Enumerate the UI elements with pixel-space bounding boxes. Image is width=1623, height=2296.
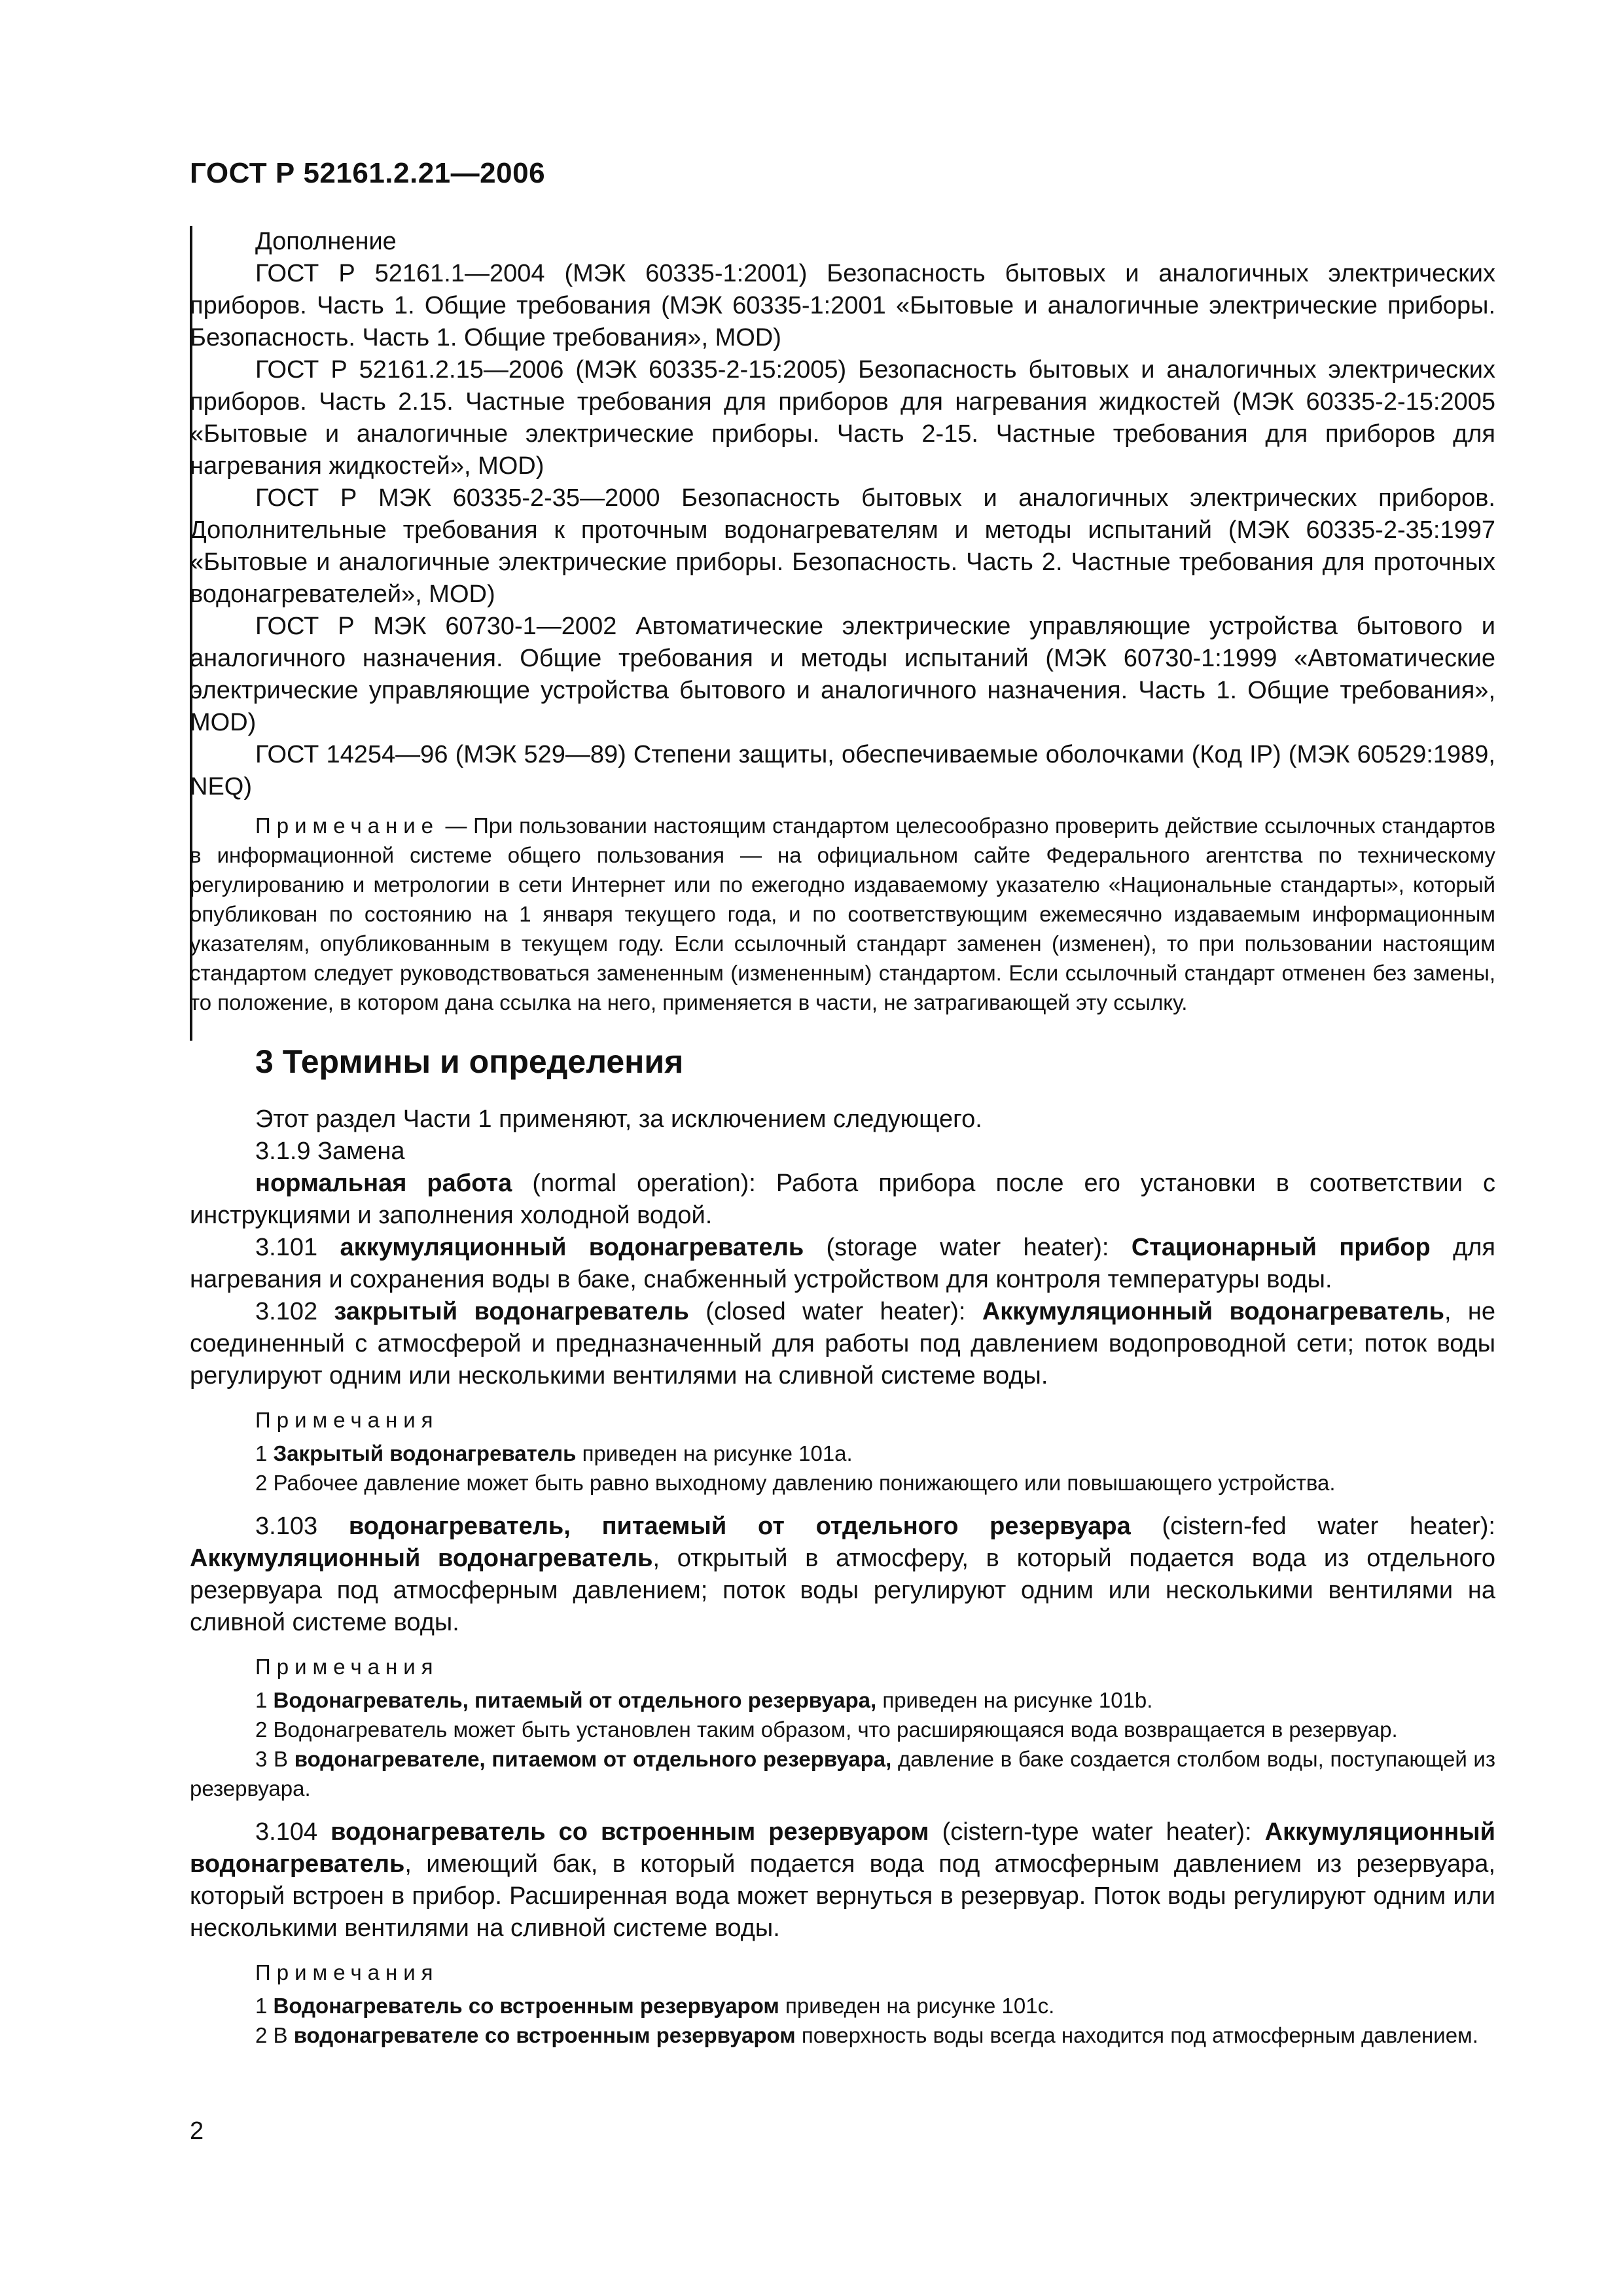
notes-label: Примечания [255, 1655, 439, 1679]
page-number: 2 [190, 2117, 204, 2145]
definition-3-102: 3.102 закрытый водонагреватель (closed water heater): Аккумуляционный водонагреватель, не соединенный с атмосферой и предназначенный для работы под давлением водопроводной сети; поток воды регулируют одним или несколькими вентилями на сливной системе воды. [190, 1298, 1495, 1390]
term: аккумуляционный водонагреватель [340, 1234, 804, 1261]
section-title: 3 Термины и определения [255, 1043, 684, 1080]
section-intro: Этот раздел Части 1 применяют, за исключением следующего. [255, 1105, 982, 1133]
document-body [190, 226, 1495, 2050]
reference-item: ГОСТ Р МЭК 60335-2-35—2000 Безопасность бытовых и аналогичных электрических приборов. Дополнительные требования к проточным водонагревателям и методы испытаний (МЭК 60335-2-35:1997 «Бытовые и аналогичные электрические приборы. Безопасность. Часть 2. Частные требования для проточных водонагревателей», MOD) [190, 484, 1495, 608]
references-note [190, 811, 1495, 1017]
note-text: — При пользовании настоящим стандартом целесообразно проверить действие ссылочных стандартов в информационной системе общего пользования — на официальном сайте Федерального агентства по техническому регулированию и метрологии в сети Интернет или по ежегодно издаваемому указателю «Национальные стандарты», который опубликован по состоянию на 1 января текущего года, и по соответствующим ежемесячно издаваемым информационным указателям, опубликованным в текущем году. Если ссылочный стандарт заменен (изменен), то при пользовании настоящим стандартом следует руководствоваться замененным (измененным) стандартом. Если ссылочный стандарт отменен без замены, то положение, в котором дана ссылка на него, применяется в части, не затрагивающей эту ссылку. [190, 814, 1495, 1014]
note-item: 2 В водонагревателе со встроенным резервуаром поверхность воды всегда находится под атмосферным давлением. [255, 2023, 1478, 2047]
note-item: 2 Рабочее давление может быть равно выходному давлению понижающего или повышающего устройства. [255, 1471, 1336, 1495]
term: закрытый водонагреватель [334, 1298, 689, 1325]
reference-item: ГОСТ Р 52161.2.15—2006 (МЭК 60335-2-15:2005) Безопасность бытовых и аналогичных электрических приборов. Часть 2.15. Частные требования для приборов для нагревания жидкостей (МЭК 60335-2-15:2005 «Бытовые и аналогичные электрические приборы. Часть 2-15. Частные требования для приборов для нагревания жидкостей», MOD) [190, 356, 1495, 480]
note-item: 1 Закрытый водонагреватель приведен на рисунке 101a. [255, 1441, 853, 1465]
term: водонагреватель со встроенным резервуаром [330, 1818, 929, 1846]
term: водонагреватель, питаемый от отдельного резервуара [348, 1513, 1131, 1540]
notes-label: Примечания [255, 1960, 439, 1984]
note-item: 1 Водонагреватель, питаемый от отдельного резервуара, приведен на рисунке 101b. [255, 1688, 1153, 1712]
reference-item: ГОСТ Р 52161.1—2004 (МЭК 60335-1:2001) Безопасность бытовых и аналогичных электрических приборов. Часть 1. Общие требования (МЭК 60335-1:2001 «Бытовые и аналогичные электрические приборы. Безопасность. Часть 1. Общие требования», MOD) [190, 260, 1495, 351]
note-item: 3 В водонагревателе, питаемом от отдельного резервуара, давление в баке создается столбом воды, поступающей из резервуара. [190, 1747, 1495, 1801]
term: нормальная работа [255, 1170, 512, 1197]
note-item: 2 Водонагреватель может быть установлен таким образом, что расширяющаяся вода возвращается в резервуар. [255, 1717, 1398, 1742]
definition-3-101: 3.101 аккумуляционный водонагреватель (storage water heater): Стационарный прибор для нагревания и сохранения воды в баке, снабженный устройством для контроля температуры воды. [190, 1234, 1496, 1293]
supplement-label: Дополнение [255, 228, 397, 255]
note-item: 1 Водонагреватель со встроенным резервуаром приведен на рисунке 101c. [255, 1994, 1055, 2018]
subclause-heading: 3.1.9 Замена [255, 1138, 405, 1165]
reference-item: ГОСТ 14254—96 (МЭК 529—89) Степени защиты, обеспечиваемые оболочками (Код IP) (МЭК 60529:1989, NEQ) [190, 741, 1495, 800]
definition-3-103: 3.103 водонагреватель, питаемый от отдельного резервуара (cistern-fed water heater): Аккумуляционный водонагреватель, открытый в атмосферу, в который подается вода из отдельного резервуара под атмосферным давлением; поток воды регулируют одним или несколькими вентилями на сливной системе воды. [190, 1513, 1495, 1636]
definition-normal-operation: нормальная работа (normal operation): Работа прибора после его установки в соответствии с инструкциями и заполнения холодной водой. [190, 1170, 1496, 1229]
reference-item: ГОСТ Р МЭК 60730-1—2002 Автоматические электрические управляющие устройства бытового и аналогичного назначения. Общие требования и методы испытаний (МЭК 60730-1:1999 «Автоматические электрические управляющие устройства бытового и аналогичного назначения. Часть 1. Общие требования», MOD) [190, 613, 1495, 736]
document-header: ГОСТ Р 52161.2.21—2006 [190, 157, 546, 189]
references-block [190, 226, 1495, 1017]
note-label: Примечание [255, 814, 440, 838]
notes-label: Примечания [255, 1408, 439, 1432]
definition-3-104: 3.104 водонагреватель со встроенным резервуаром (cistern-type water heater): Аккумуляционный водонагреватель, имеющий бак, в который подается вода под атмосферным давлением из резервуара, который встроен в прибор. Расширенная вода может вернуться в резервуар. Поток воды регулируют одним или несколькими вентилями на сливной системе воды. [190, 1818, 1495, 1942]
